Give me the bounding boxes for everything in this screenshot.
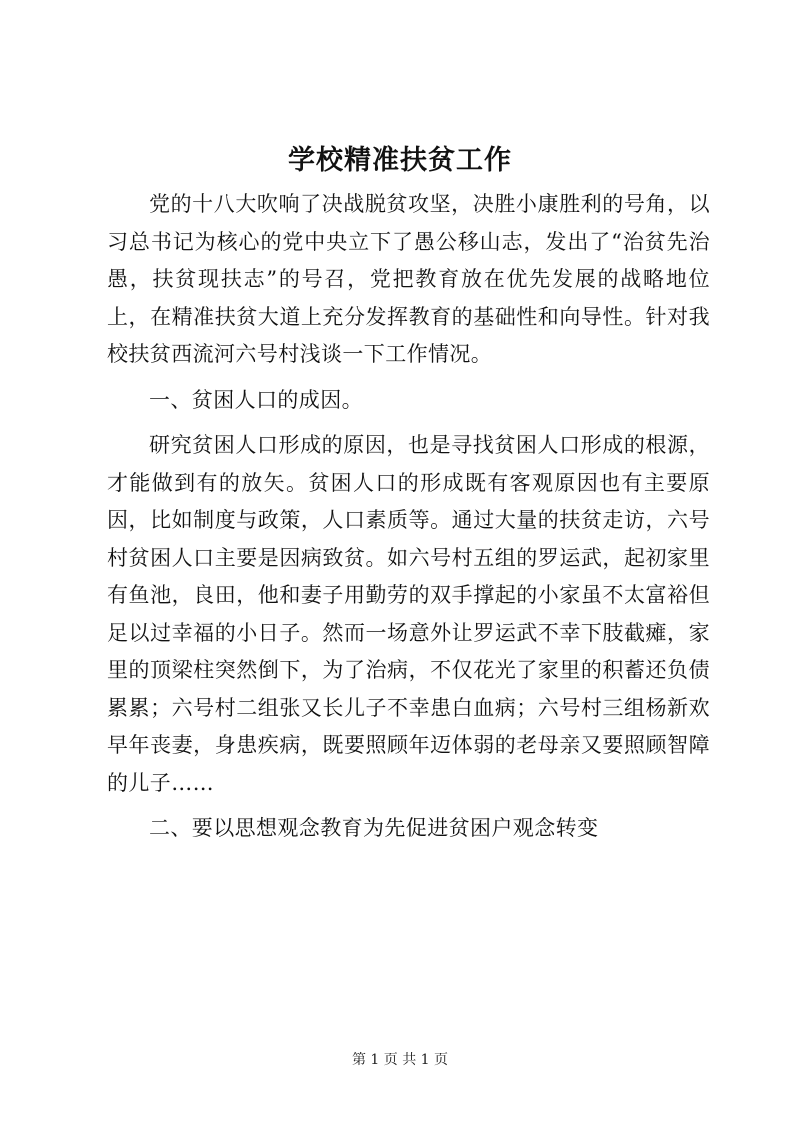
paragraph-intro: 党的十八大吹响了决战脱贫攻坚，决胜小康胜利的号角，以习总书记为核心的党中央立下了愚公移山志，发出了“治贫先治愚，扶贫现扶志”的号召，党把教育放在优先发展的战略地位上，在精准扶贫大道上充分发挥教育的基础性和向导性。针对我校扶贫西流河六号村浅谈一下工作情况。 <box>107 192 710 366</box>
section-heading-1: 一、贫困人口的成因。 <box>149 387 363 412</box>
document-title: 学校精准扶贫工作 <box>288 145 512 176</box>
section-heading-2: 二、要以思想观念教育为先促进贫困户观念转变 <box>149 816 599 840</box>
page-footer: 第 1 页 共 1 页 <box>351 1052 449 1068</box>
document-body <box>107 186 710 848</box>
paragraph-causes: 研究贫困人口形成的原因，也是寻找贫困人口形成的根源，才能做到有的放矢。贫困人口的形成既有客观原因也有主要原因，比如制度与政策，人口素质等。通过大量的扶贫走访，六号村贫困人口主要是因病致贫。如六号村五组的罗运武，起初家里有鱼池，良田，他和妻子用勤劳的双手撑起的小家虽不太富裕但足以过幸福的小日子。然而一场意外让罗运武不幸下肢截瘫，家里的顶梁柱突然倒下，为了治病，不仅花光了家里的积蓄还负债累累；六号村二组张又长儿子不幸患白血病；六号村三组杨新欢早年丧妻，身患疾病，既要照顾年迈体弱的老母亲又要照顾智障的儿子…… <box>107 433 710 795</box>
